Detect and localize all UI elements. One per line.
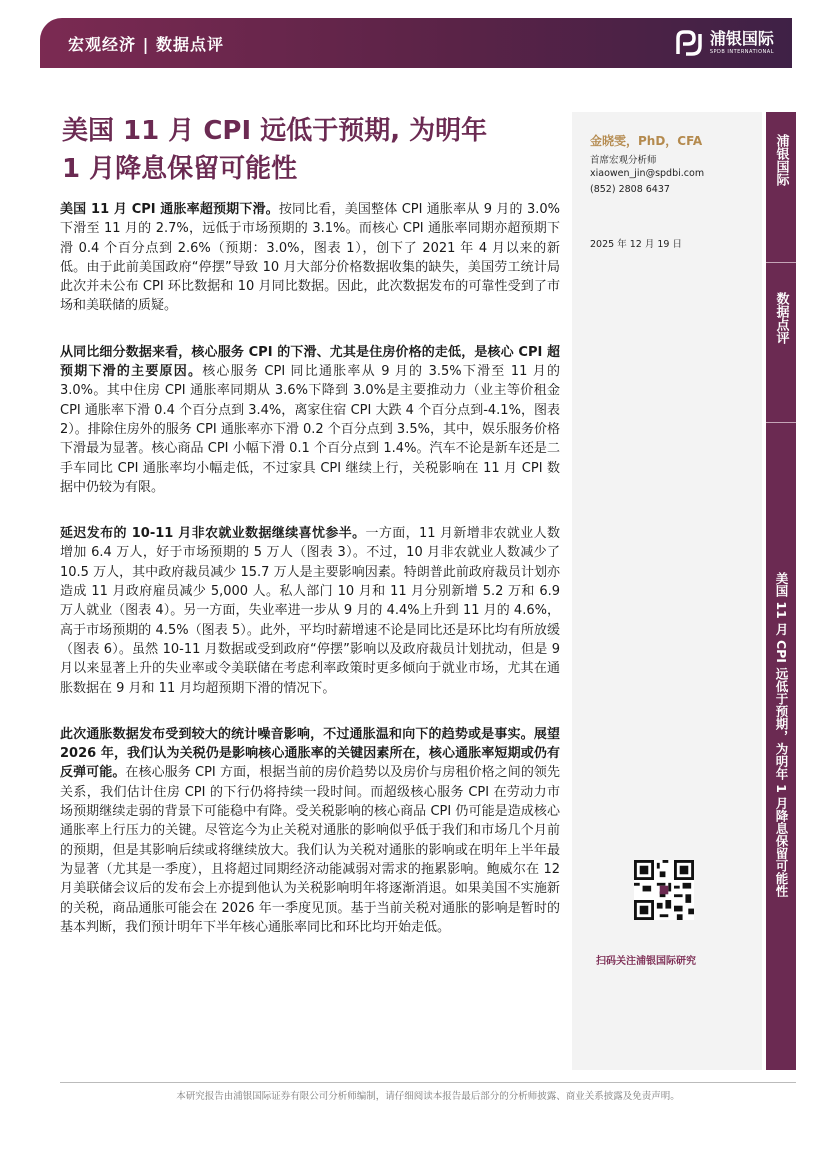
paragraph-text: 在核心服务 CPI 方面，根据当前的房价趋势以及房价与房租价格之间的领先关系，我们估计住房 CPI 的下行仍将持续一段时间。而超级核心服务 CPI 在劳动力市场预期继续走弱的背景下可能稳中有降。受关税影响的核心商品 CPI 仍可能是造成核心通胀率上行压力的关键。尽管迄今为止关税对通胀的影响似乎低于我们和市场几个月前的预期，但是其影响后续或将继续放大。我们认为关税对通胀的影响或在明年上半年最为显著（尤其是一季度），且将超过同期经济动能减弱对需求的拖累影响。鲍威尔在 12 月美联储会议后的发布会上亦提到他认为关税影响明年将逐渐消退。如果美国不实施新的关税，商品通胀可能会在 2026 年一季度见顶。基于当前关税对通胀的影响是暂时的基本判断，我们预计明年下半年核心通胀率同比和环比均开始走低。 (60, 765, 560, 935)
paragraph-3 (60, 524, 560, 698)
paragraph-1 (60, 200, 560, 316)
report-body (60, 200, 560, 964)
title-line-2: 1 月降息保留可能性 (62, 154, 298, 184)
header-banner (40, 18, 792, 68)
paragraph-text: 按同比看，美国整体 CPI 通胀率从 9 月的 3.0%下滑至 11 月的 2.7%，远低于市场预期的 3.1%。而核心 CPI 通胀率同期亦超预期下滑 0.4 个百分点到 2.6%（预期：3.0%，图表 1），创下了 2021 年 4 月以来的新低。由于此前美国政府“停摆”导致 10 月大部分价格数据收集的缺失，美国劳工统计局此次并未公布 CPI 环比数据和 10 月同比数据。因此，此次数据发布的可靠性受到了市场和美联储的质疑。 (60, 202, 560, 314)
logo-name: 浦银国际 (709, 29, 774, 48)
paragraph-4 (60, 725, 560, 937)
author-phone: (852) 2808 6437 (590, 184, 670, 195)
report-date: 2025 年 12 月 19 日 (590, 239, 682, 250)
paragraph-lead: 美国 11 月 CPI 通胀率超预期下滑。 (60, 202, 279, 217)
author-sidebar (572, 112, 762, 1070)
bar-divider (766, 422, 796, 423)
qr-code-icon (634, 860, 694, 920)
report-category: 宏观经济 | 数据点评 (68, 35, 224, 54)
spdb-logo-icon (674, 28, 704, 58)
author-role: 首席宏观分析师 (590, 155, 657, 166)
author-name: 金晓雯，PhD，CFA (590, 134, 703, 148)
vertical-category-label: 数据点评 (773, 292, 789, 344)
report-title (62, 112, 562, 188)
vertical-label-bar (766, 112, 796, 1070)
paragraph-lead: 从同比细分数据来看，核心服务 CPI 的下滑、尤其是住房价格的走低，是核心 CPI 超预期下滑的主要原因。 (60, 344, 560, 380)
paragraph-lead: 此次通胀数据发布受到较大的统计噪音影响，不过通胀温和向下的趋势或是事实。展望 2026 年，我们认为关税仍是影响核心通胀率的关键因素所在，核心通胀率短期或仍有反弹可能。 (60, 726, 560, 781)
title-line-1: 美国 11 月 CPI 远低于预期, 为明年 (62, 116, 488, 146)
paragraph-lead: 延迟发布的 10-11 月非农就业数据继续喜忧参半。 (60, 526, 366, 542)
author-email[interactable]: xiaowen_jin@spdbi.com (590, 168, 705, 179)
vertical-brand-label: 浦银国际 (773, 134, 789, 186)
brand-logo (674, 28, 774, 58)
paragraph-text: 核心服务 CPI 同比通胀率从 9 月的 3.5%下滑至 11 月的 3.0%。其中住房 CPI 通胀率同期从 3.6%下降到 3.0%是主要推动力（业主等价租金 CPI 通胀率下滑 0.4 个百分点到 3.4%，离家住宿 CPI 大跌 4 个百分点到-4.1%，图表 2）。排除住房外的服务 CPI 通胀率亦下滑 0.2 个百分点到 3.5%，其中，娱乐服务价格下滑最为显著。核心商品 CPI 小幅下滑 0.1 个百分点到 1.4%。汽车不论是新车还是二手车同比 CPI 通胀率均小幅走低，不过家具 CPI 继续上行，关税影响在 11 月 CPI 数据中仍较为有限。 (60, 364, 560, 495)
vertical-title-label: 美国 11 月 CPI 远低于预期，为明年 1 月降息保留可能性 (774, 572, 789, 898)
qr-caption: 扫码关注浦银国际研究 (596, 956, 696, 967)
footer-divider (60, 1082, 796, 1083)
paragraph-2 (60, 343, 560, 497)
paragraph-text: 一方面，11 月新增非农就业人数增加 6.4 万人，好于市场预期的 5 万人（图表 3）。不过，10 月非农就业人数减少了 10.5 万人，其中政府裁员减少 15.7 万人是主要影响因素。特朗普此前政府裁员计划亦造成 11 月政府雇员减少 5,000 人。私人部门 10 月和 11 月分别新增 5.2 万和 6.9 万人就业（图表 4）。另一方面，失业率进一步从 9 月的 4.4%上升到 11 月的 4.6%，高于市场预期的 4.5%（图表 5）。此外，平均时薪增速不论是同比还是环比均有所放缓（图表 6）。虽然 10-11 月数据或受到政府“停摆”影响以及政府裁员计划扰动，但是 9 月以来显著上升的失业率或令美联储在考虑利率政策时更多倾向于就业市场，尤其在通胀数据在 9 月和 11 月均超预期下滑的情况下。 (60, 526, 560, 696)
footer-disclaimer: 本研究报告由浦银国际证券有限公司分析师编制，请仔细阅读本报告最后部分的分析师披露、商业关系披露及免责声明。 (176, 1091, 680, 1102)
logo-subname: SPDB INTERNATIONAL (709, 49, 774, 55)
bar-divider (766, 262, 796, 263)
